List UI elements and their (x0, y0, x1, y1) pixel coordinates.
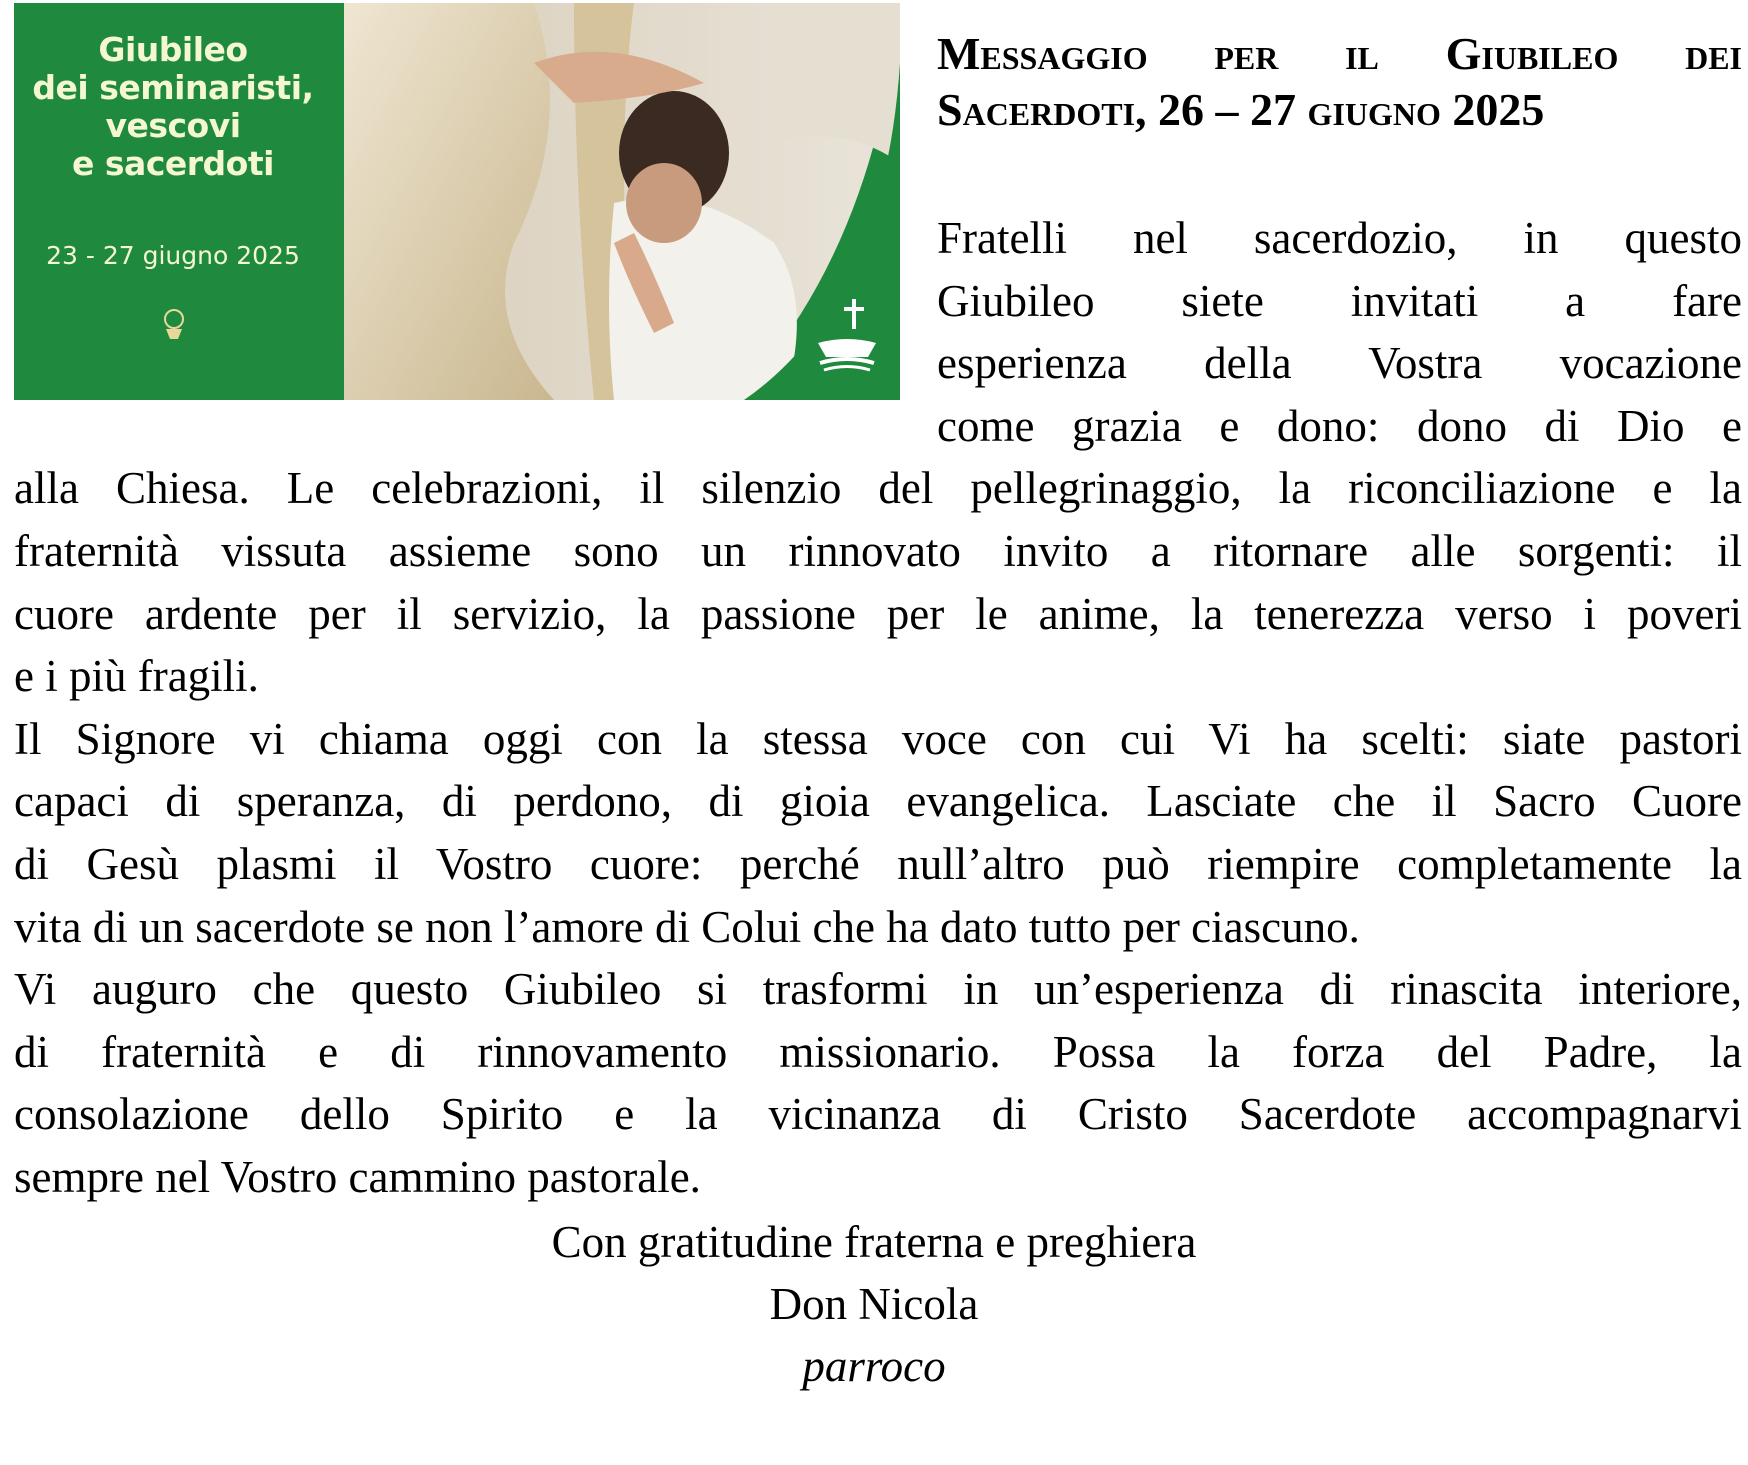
signature-role: parroco (802, 1341, 946, 1391)
text-line: consolazione dello Spirito e la vicinanza di Cristo Sacerdote accompagnarvi (14, 1089, 1742, 1140)
title-line-1: Messaggio per il Giubileo dei (937, 28, 1742, 79)
text-line: di fraternità e di rinnovamento missionario. Possa la forza del Padre, la (14, 1026, 1742, 1077)
closing-salutation: Con gratitudine fraterna e preghiera (551, 1217, 1197, 1267)
text-line: e i più fragili. (14, 651, 259, 702)
paragraph-3 (14, 958, 1742, 1208)
intro-paragraph (937, 207, 1742, 457)
text-line: fraternità vissuta assieme sono un rinnovato invito a ritornare alle sorgenti: il (14, 525, 1742, 576)
text-line: Il Signore vi chiama oggi con la stessa voce con cui Vi ha scelti: siate pastori (14, 713, 1742, 764)
paragraph-2 (14, 708, 1742, 958)
text-line: alla Chiesa. Le celebrazioni, il silenzio del pellegrinaggio, la riconciliazione e la (14, 463, 1742, 514)
text-line: Vi auguro che questo Giubileo si trasformi in un’esperienza di rinascita interiore, (14, 964, 1742, 1015)
banner-date: 23 - 27 giugno 2025 (46, 241, 300, 270)
signature-name: Don Nicola (769, 1279, 979, 1329)
banner-title-line: Giubileo (98, 30, 248, 69)
text-line: sempre nel Vostro cammino pastorale. (14, 1151, 701, 1202)
text-line: esperienza della Vostra vocazione (937, 338, 1742, 389)
title-line-2: Sacerdoti, 26 – 27 giugno 2025 (937, 84, 1545, 135)
banner-title (14, 31, 332, 183)
banner-title-line: dei seminaristi, (32, 68, 314, 107)
text-line: capaci di speranza, di perdono, di gioia evangelica. Lasciate che il Sacro Cuore (14, 776, 1742, 827)
banner-title-line: vescovi (105, 106, 241, 145)
text-line: cuore ardente per il servizio, la passione per le anime, la tenerezza verso i poveri (14, 588, 1742, 639)
paragraph-1 (14, 457, 1742, 707)
text-line: Fratelli nel sacerdozio, in questo (937, 213, 1742, 263)
text-line: Giubileo siete invitati a fare (937, 275, 1742, 326)
banner-title-line: e sacerdoti (72, 144, 274, 183)
text-line: vita di un sacerdote se non l’amore di Colui che ha dato tutto per ciascuno. (14, 901, 1360, 952)
page-title (937, 26, 1742, 138)
text-line: come grazia e dono: dono di Dio e (937, 400, 1742, 451)
message-body (14, 207, 1742, 1209)
text-line: di Gesù plasmi il Vostro cuore: perché null’altro può riempire completamente la (14, 838, 1742, 889)
